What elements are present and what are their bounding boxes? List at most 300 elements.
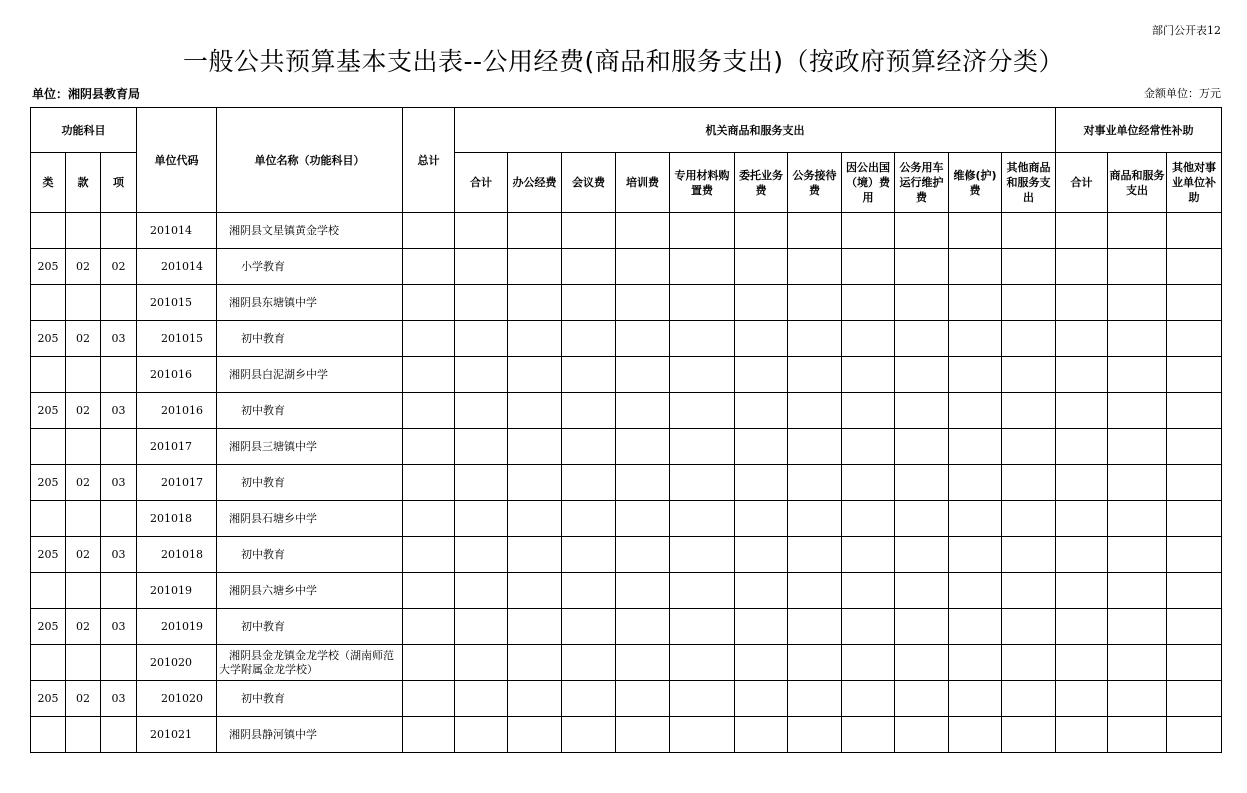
cell-amount <box>616 501 670 537</box>
cell-amount <box>562 537 616 573</box>
cell-amount <box>562 717 616 753</box>
cell-amount <box>670 321 735 357</box>
cell-amount <box>735 609 788 645</box>
cell-unit-name: 湘阴县东塘镇中学 <box>217 285 403 321</box>
cell-unit-code: 201018 <box>137 501 217 537</box>
cell-amount <box>895 393 949 429</box>
cell-amount <box>455 393 508 429</box>
cell-unit-name: 湘阴县石塘乡中学 <box>217 501 403 537</box>
cell-amount <box>562 357 616 393</box>
cell-amount <box>1002 537 1056 573</box>
cell-amount <box>1056 285 1108 321</box>
cell-amount <box>895 609 949 645</box>
cell-lei: 205 <box>31 393 66 429</box>
cell-amount <box>842 537 895 573</box>
cell-amount <box>455 501 508 537</box>
cell-amount <box>788 321 842 357</box>
cell-unit-code: 201017 <box>137 465 217 501</box>
cell-lei: 205 <box>31 537 66 573</box>
cell-amount <box>735 681 788 717</box>
cell-unit-name: 湘阴县文星镇黄金学校 <box>217 213 403 249</box>
cell-amount <box>1056 357 1108 393</box>
cell-amount <box>1108 501 1167 537</box>
cell-amount <box>508 357 562 393</box>
cell-amount <box>616 465 670 501</box>
cell-amount <box>788 645 842 681</box>
cell-kuan <box>66 717 101 753</box>
cell-amount <box>670 645 735 681</box>
header-organ-col: 维修(护)费 <box>949 153 1002 213</box>
cell-amount <box>788 465 842 501</box>
cell-amount <box>788 285 842 321</box>
cell-amount <box>562 285 616 321</box>
cell-amount <box>1056 573 1108 609</box>
cell-unit-code: 201015 <box>137 285 217 321</box>
cell-amount <box>616 249 670 285</box>
table-row <box>31 465 1222 501</box>
cell-amount <box>1108 285 1167 321</box>
cell-unit-name: 初中教育 <box>217 537 403 573</box>
cell-amount <box>1167 357 1222 393</box>
cell-amount <box>670 717 735 753</box>
cell-amount <box>842 573 895 609</box>
cell-amount <box>1002 573 1056 609</box>
cell-amount <box>842 645 895 681</box>
header-lei: 类 <box>31 153 66 213</box>
cell-kuan <box>66 357 101 393</box>
table-row <box>31 429 1222 465</box>
cell-xiang <box>101 213 137 249</box>
table-body <box>31 213 1222 753</box>
table-row <box>31 645 1222 681</box>
cell-xiang: 03 <box>101 681 137 717</box>
cell-amount <box>1002 249 1056 285</box>
cell-amount <box>562 465 616 501</box>
cell-amount <box>949 285 1002 321</box>
cell-amount <box>788 609 842 645</box>
header-unit-code: 单位代码 <box>137 108 217 213</box>
cell-kuan: 02 <box>66 393 101 429</box>
cell-amount <box>735 285 788 321</box>
cell-amount <box>842 429 895 465</box>
cell-amount <box>1056 465 1108 501</box>
cell-amount <box>1167 573 1222 609</box>
cell-kuan: 02 <box>66 609 101 645</box>
cell-kuan: 02 <box>66 465 101 501</box>
cell-amount <box>949 681 1002 717</box>
cell-amount <box>895 501 949 537</box>
header-organ-col: 专用材料购置费 <box>670 153 735 213</box>
table-number: 部门公开表12 <box>1152 24 1221 37</box>
cell-xiang <box>101 501 137 537</box>
cell-amount <box>1167 537 1222 573</box>
cell-amount <box>788 393 842 429</box>
cell-amount <box>616 213 670 249</box>
cell-amount <box>735 429 788 465</box>
cell-amount <box>1002 501 1056 537</box>
cell-lei <box>31 573 66 609</box>
cell-amount <box>735 501 788 537</box>
cell-xiang: 03 <box>101 537 137 573</box>
cell-amount <box>562 501 616 537</box>
cell-amount <box>455 249 508 285</box>
cell-amount <box>842 681 895 717</box>
cell-amount <box>670 501 735 537</box>
cell-unit-code: 201014 <box>137 249 217 285</box>
cell-amount <box>1108 645 1167 681</box>
cell-amount <box>1167 249 1222 285</box>
cell-unit-name: 初中教育 <box>217 681 403 717</box>
table-row <box>31 249 1222 285</box>
cell-unit-name: 湘阴县六塘乡中学 <box>217 573 403 609</box>
cell-amount <box>895 537 949 573</box>
cell-amount <box>1002 609 1056 645</box>
cell-amount <box>455 537 508 573</box>
cell-amount <box>842 285 895 321</box>
cell-amount <box>1108 681 1167 717</box>
header-organ-col: 合计 <box>455 153 508 213</box>
cell-unit-code: 201020 <box>137 645 217 681</box>
cell-amount <box>1002 393 1056 429</box>
cell-amount <box>735 249 788 285</box>
cell-amount <box>1108 537 1167 573</box>
cell-amount <box>1108 717 1167 753</box>
cell-amount <box>1056 213 1108 249</box>
cell-amount <box>616 393 670 429</box>
cell-amount <box>842 321 895 357</box>
header-xiang: 项 <box>101 153 137 213</box>
cell-xiang: 03 <box>101 465 137 501</box>
cell-amount <box>1167 501 1222 537</box>
cell-amount <box>895 717 949 753</box>
cell-lei: 205 <box>31 249 66 285</box>
cell-amount <box>616 681 670 717</box>
header-total: 总计 <box>403 108 455 213</box>
cell-amount <box>455 681 508 717</box>
cell-kuan <box>66 429 101 465</box>
cell-amount <box>895 285 949 321</box>
cell-amount <box>735 213 788 249</box>
cell-amount <box>1056 717 1108 753</box>
cell-amount <box>403 249 455 285</box>
cell-amount <box>403 717 455 753</box>
cell-amount <box>616 609 670 645</box>
cell-xiang: 03 <box>101 321 137 357</box>
cell-amount <box>949 465 1002 501</box>
cell-amount <box>403 573 455 609</box>
header-subsidy-col: 其他对事业单位补助 <box>1167 153 1222 213</box>
cell-amount <box>895 681 949 717</box>
cell-kuan: 02 <box>66 681 101 717</box>
cell-unit-name: 湘阴县白泥湖乡中学 <box>217 357 403 393</box>
cell-amount <box>842 213 895 249</box>
cell-amount <box>403 465 455 501</box>
cell-amount <box>1167 681 1222 717</box>
cell-amount <box>670 249 735 285</box>
header-organ-group: 机关商品和服务支出 <box>455 108 1056 153</box>
cell-amount <box>670 393 735 429</box>
cell-amount <box>670 357 735 393</box>
cell-amount <box>1167 321 1222 357</box>
cell-unit-name: 湘阴县三塘镇中学 <box>217 429 403 465</box>
cell-xiang <box>101 573 137 609</box>
cell-amount <box>895 249 949 285</box>
cell-amount <box>1056 681 1108 717</box>
cell-amount <box>562 321 616 357</box>
cell-amount <box>403 609 455 645</box>
cell-unit-code: 201016 <box>137 357 217 393</box>
cell-xiang <box>101 285 137 321</box>
cell-amount <box>455 285 508 321</box>
cell-amount <box>403 393 455 429</box>
cell-amount <box>1108 429 1167 465</box>
cell-amount <box>403 645 455 681</box>
table-row <box>31 393 1222 429</box>
cell-amount <box>895 645 949 681</box>
cell-amount <box>1002 465 1056 501</box>
cell-amount <box>508 213 562 249</box>
cell-amount <box>616 429 670 465</box>
cell-amount <box>735 537 788 573</box>
cell-amount <box>949 213 1002 249</box>
cell-amount <box>1167 393 1222 429</box>
cell-amount <box>895 573 949 609</box>
cell-unit-name: 小学教育 <box>217 249 403 285</box>
table-row <box>31 573 1222 609</box>
cell-amount <box>508 609 562 645</box>
header-kuan: 款 <box>66 153 101 213</box>
page-title: 一般公共预算基本支出表--公用经费(商品和服务支出)（按政府预算经济分类） <box>182 47 1065 76</box>
cell-amount <box>616 321 670 357</box>
cell-amount <box>670 213 735 249</box>
cell-amount <box>1108 465 1167 501</box>
cell-amount <box>735 717 788 753</box>
header-subsidy-col: 合计 <box>1056 153 1108 213</box>
cell-amount <box>735 573 788 609</box>
cell-amount <box>1056 393 1108 429</box>
cell-amount <box>670 465 735 501</box>
table-row <box>31 501 1222 537</box>
cell-lei <box>31 357 66 393</box>
cell-amount <box>403 357 455 393</box>
header-organ-col: 办公经费 <box>508 153 562 213</box>
cell-amount <box>788 537 842 573</box>
cell-amount <box>403 501 455 537</box>
cell-amount <box>508 429 562 465</box>
cell-unit-code: 201020 <box>137 681 217 717</box>
cell-amount <box>508 645 562 681</box>
cell-lei <box>31 213 66 249</box>
cell-amount <box>788 717 842 753</box>
cell-amount <box>1002 681 1056 717</box>
cell-amount <box>1167 213 1222 249</box>
money-unit: 金额单位：万元 <box>1144 87 1221 100</box>
cell-amount <box>895 429 949 465</box>
cell-amount <box>788 357 842 393</box>
cell-amount <box>1002 357 1056 393</box>
cell-unit-code: 201018 <box>137 537 217 573</box>
cell-amount <box>508 681 562 717</box>
header-organ-col: 其他商品和服务支出 <box>1002 153 1056 213</box>
cell-amount <box>1167 645 1222 681</box>
cell-amount <box>670 285 735 321</box>
cell-amount <box>949 321 1002 357</box>
header-func-subject: 功能科目 <box>31 108 137 153</box>
cell-amount <box>508 465 562 501</box>
cell-amount <box>1167 717 1222 753</box>
cell-amount <box>403 285 455 321</box>
cell-amount <box>403 213 455 249</box>
cell-xiang <box>101 717 137 753</box>
cell-amount <box>1108 357 1167 393</box>
cell-kuan <box>66 501 101 537</box>
header-subsidy-group: 对事业单位经常性补助 <box>1056 108 1222 153</box>
header-organ-col: 公务接待费 <box>788 153 842 213</box>
cell-amount <box>616 357 670 393</box>
table-row <box>31 321 1222 357</box>
cell-amount <box>842 717 895 753</box>
cell-xiang <box>101 645 137 681</box>
table-row <box>31 213 1222 249</box>
header-organ-col: 培训费 <box>616 153 670 213</box>
cell-amount <box>1056 501 1108 537</box>
cell-unit-code: 201017 <box>137 429 217 465</box>
cell-unit-code: 201015 <box>137 321 217 357</box>
cell-amount <box>403 537 455 573</box>
cell-amount <box>616 285 670 321</box>
cell-amount <box>562 429 616 465</box>
cell-amount <box>788 249 842 285</box>
cell-amount <box>616 537 670 573</box>
cell-amount <box>455 321 508 357</box>
cell-amount <box>895 213 949 249</box>
cell-amount <box>1002 285 1056 321</box>
cell-kuan <box>66 213 101 249</box>
cell-amount <box>1056 645 1108 681</box>
cell-amount <box>842 465 895 501</box>
cell-amount <box>1108 213 1167 249</box>
cell-amount <box>1108 249 1167 285</box>
table-row <box>31 285 1222 321</box>
cell-amount <box>455 213 508 249</box>
cell-amount <box>403 321 455 357</box>
cell-lei <box>31 645 66 681</box>
cell-amount <box>735 357 788 393</box>
cell-xiang: 03 <box>101 609 137 645</box>
cell-amount <box>1002 645 1056 681</box>
cell-amount <box>895 321 949 357</box>
cell-lei <box>31 429 66 465</box>
cell-amount <box>455 645 508 681</box>
cell-unit-code: 201019 <box>137 573 217 609</box>
cell-amount <box>670 609 735 645</box>
cell-lei <box>31 501 66 537</box>
cell-amount <box>895 465 949 501</box>
cell-amount <box>508 249 562 285</box>
cell-amount <box>842 393 895 429</box>
cell-amount <box>1108 393 1167 429</box>
cell-amount <box>1002 717 1056 753</box>
cell-kuan: 02 <box>66 321 101 357</box>
cell-xiang <box>101 429 137 465</box>
cell-amount <box>949 609 1002 645</box>
cell-amount <box>788 429 842 465</box>
cell-amount <box>788 573 842 609</box>
cell-amount <box>949 357 1002 393</box>
header-organ-col: 因公出国（境）费用 <box>842 153 895 213</box>
cell-amount <box>403 429 455 465</box>
unit-label: 单位：湘阴县教育局 <box>32 87 141 101</box>
cell-kuan: 02 <box>66 537 101 573</box>
cell-kuan <box>66 285 101 321</box>
cell-amount <box>1056 249 1108 285</box>
cell-amount <box>1108 321 1167 357</box>
cell-lei <box>31 717 66 753</box>
cell-amount <box>735 393 788 429</box>
cell-unit-name: 湘阴县金龙镇金龙学校（湖南师范大学附属金龙学校） <box>217 645 403 681</box>
cell-lei: 205 <box>31 681 66 717</box>
cell-amount <box>455 429 508 465</box>
cell-amount <box>842 501 895 537</box>
cell-unit-name: 初中教育 <box>217 393 403 429</box>
cell-amount <box>455 573 508 609</box>
cell-lei: 205 <box>31 321 66 357</box>
cell-amount <box>1108 573 1167 609</box>
table-row <box>31 537 1222 573</box>
header-organ-col: 会议费 <box>562 153 616 213</box>
cell-amount <box>562 645 616 681</box>
cell-lei: 205 <box>31 465 66 501</box>
cell-amount <box>949 537 1002 573</box>
cell-unit-name: 初中教育 <box>217 321 403 357</box>
cell-amount <box>895 357 949 393</box>
cell-amount <box>1056 429 1108 465</box>
table-row <box>31 717 1222 753</box>
cell-amount <box>508 717 562 753</box>
cell-amount <box>735 645 788 681</box>
header-subsidy-col: 商品和服务支出 <box>1108 153 1167 213</box>
cell-amount <box>508 501 562 537</box>
cell-xiang: 02 <box>101 249 137 285</box>
cell-amount <box>788 501 842 537</box>
cell-unit-code: 201016 <box>137 393 217 429</box>
cell-amount <box>670 537 735 573</box>
cell-unit-code: 201019 <box>137 609 217 645</box>
cell-amount <box>949 249 1002 285</box>
cell-amount <box>1167 609 1222 645</box>
cell-amount <box>1056 609 1108 645</box>
budget-table <box>30 107 1222 753</box>
cell-unit-name: 初中教育 <box>217 609 403 645</box>
cell-amount <box>616 645 670 681</box>
cell-amount <box>455 465 508 501</box>
cell-amount <box>842 609 895 645</box>
cell-amount <box>1167 429 1222 465</box>
cell-xiang <box>101 357 137 393</box>
cell-amount <box>562 393 616 429</box>
cell-amount <box>508 285 562 321</box>
cell-xiang: 03 <box>101 393 137 429</box>
cell-amount <box>735 465 788 501</box>
cell-amount <box>788 681 842 717</box>
cell-unit-name: 初中教育 <box>217 465 403 501</box>
cell-unit-code: 201014 <box>137 213 217 249</box>
table-row <box>31 609 1222 645</box>
cell-amount <box>616 573 670 609</box>
cell-amount <box>1056 321 1108 357</box>
cell-amount <box>949 429 1002 465</box>
cell-amount <box>455 357 508 393</box>
